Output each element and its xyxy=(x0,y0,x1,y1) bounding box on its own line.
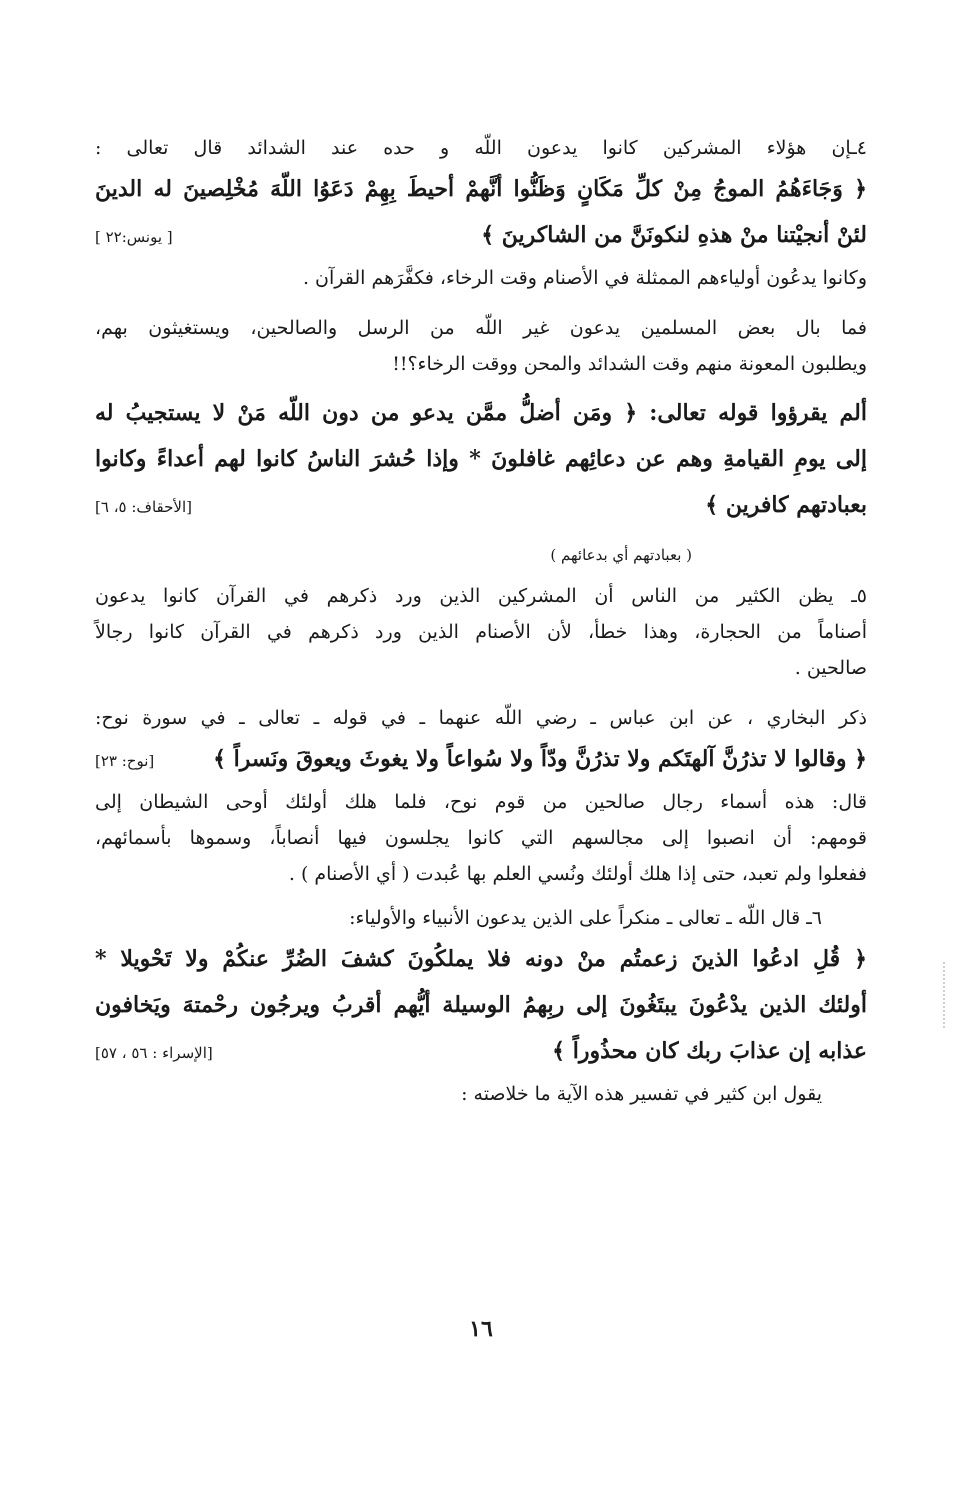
nuh-verse xyxy=(95,736,867,784)
bukhari-line3: قومهم: أن انصبوا إلى مجالسهم التي كانوا يجلسون فيها أنصاباً، وسموها بأسمائهم، xyxy=(95,827,867,849)
muslims-paragraph-line2: ويطلبون المعونة منهم وقت الشدائد والمحن ووقت الرخاء؟!! xyxy=(392,353,867,375)
section5-line2: أصناماً من الحجارة، وهذا خطأ، لأن الأصنام الذين ورد ذكرهم في القرآن كانوا رجالاً xyxy=(95,621,867,643)
section4-comment: وكانوا يدعُون أولياءهم الممثلة في الأصنام وقت الرخاء، فكفَّرَهم القرآن . xyxy=(302,267,867,289)
ibn-kathir-intro: يقول ابن كثير في تفسير هذه الآية ما خلاصته : xyxy=(461,1083,822,1105)
isra-verse-line1: ﴿ قُلِ ادعُوا الذينَ زعمتُم منْ دونه فلا يملكُونَ كشفَ الضُرِّ عنكُمْ ولا تَحْويلا * xyxy=(95,946,867,972)
ahqaf-verse-line2: إلى يومِ القيامةِ وهم عن دعائِهم غافلونَ * وإذا حُشرَ الناسُ كانوا لهم أعداءً وكانوا xyxy=(95,446,867,472)
ahqaf-note: ( بعبادتهم أي بدعائهم ) xyxy=(550,546,692,564)
isra-verse-end xyxy=(95,1028,867,1076)
margin-dots xyxy=(943,962,947,1028)
section5-line3: صالحين . xyxy=(794,657,867,679)
page-number: ١٦ xyxy=(469,1316,493,1342)
yunus-verse-end xyxy=(95,212,867,260)
section5-line1: ٥ـ يظن الكثير من الناس أن المشركين الذين ورد ذكرهم في القرآن كانوا يدعون xyxy=(95,585,867,607)
section4-intro: ٤ـإن هؤلاء المشركين كانوا يدعون اللّه و حده عند الشدائد قال تعالى : xyxy=(95,137,867,159)
isra-verse-line3: عذابه إن عذابَ ربك كان محذُوراً ﴾ xyxy=(552,1038,867,1064)
muslims-paragraph-line1: فما بال بعض المسلمين يدعون غير اللّه من الرسل والصالحين، ويستغيثون بهم، xyxy=(95,317,867,339)
ahqaf-verse-line1: ألم يقرؤوا قوله تعالى: ﴿ ومَن أضلُّ ممَّن يدعو من دون اللّه مَنْ لا يستجيبُ له xyxy=(95,400,867,426)
nuh-verse-reference: [نوح: ٢٣] xyxy=(95,752,155,770)
ahqaf-verse-reference: [الأحقاف: ٥، ٦] xyxy=(95,498,192,516)
ahqaf-verse-line3: بعبادتهم كافرين ﴾ xyxy=(705,492,867,518)
bukhari-line4: ففعلوا ولم تعبد، حتى إذا هلك أولئك ونُسي العلم بها عُبدت ( أي الأصنام ) . xyxy=(288,863,867,885)
isra-verse-line2: أولئك الذين يدْعُونَ يبتَغُونَ إلى ربِهمُ الوسيلة أيُّهم أقربُ ويرجُون رحْمتهَ ويَخافون xyxy=(95,992,867,1018)
yunus-verse-line1: ﴿ وَجَاءَهُمُ الموجُ مِنْ كلِّ مَكَانٍ وَظَنُّوا أنَّهمْ أحيطَ بِهِمْ دَعَوُا اللّهَ مُخْلِصينَ له الدينَ xyxy=(95,176,867,202)
yunus-verse-line2: لئنْ أنجيْتنا منْ هذهِ لنكونَنَّ من الشاكرينَ ﴾ xyxy=(481,222,867,248)
nuh-verse-text: ﴿ وقالوا لا تذرُنَّ آلهتَكم ولا تذرُنَّ ودّاً ولا سُواعاً ولا يغوثَ ويعوقَ ونَسراً ﴾ xyxy=(213,746,867,772)
isra-verse-reference: [الإسراء : ٥٦ ، ٥٧] xyxy=(95,1044,213,1062)
yunus-verse-reference: [ يونس:٢٢ ] xyxy=(95,228,173,246)
ahqaf-verse-end xyxy=(95,482,867,530)
bukhari-line2: قال: هذه أسماء رجال صالحين من قوم نوح، فلما هلك أولئك أوحى الشيطان إلى xyxy=(95,791,867,813)
section6-intro: ٦ـ قال اللّه ـ تعالى ـ منكراً على الذين يدعون الأنبياء والأولياء: xyxy=(349,907,822,929)
bukhari-line1: ذكر البخاري ، عن ابن عباس ـ رضي اللّه عنهما ـ في قوله ـ تعالى ـ في سورة نوح: xyxy=(95,707,867,729)
